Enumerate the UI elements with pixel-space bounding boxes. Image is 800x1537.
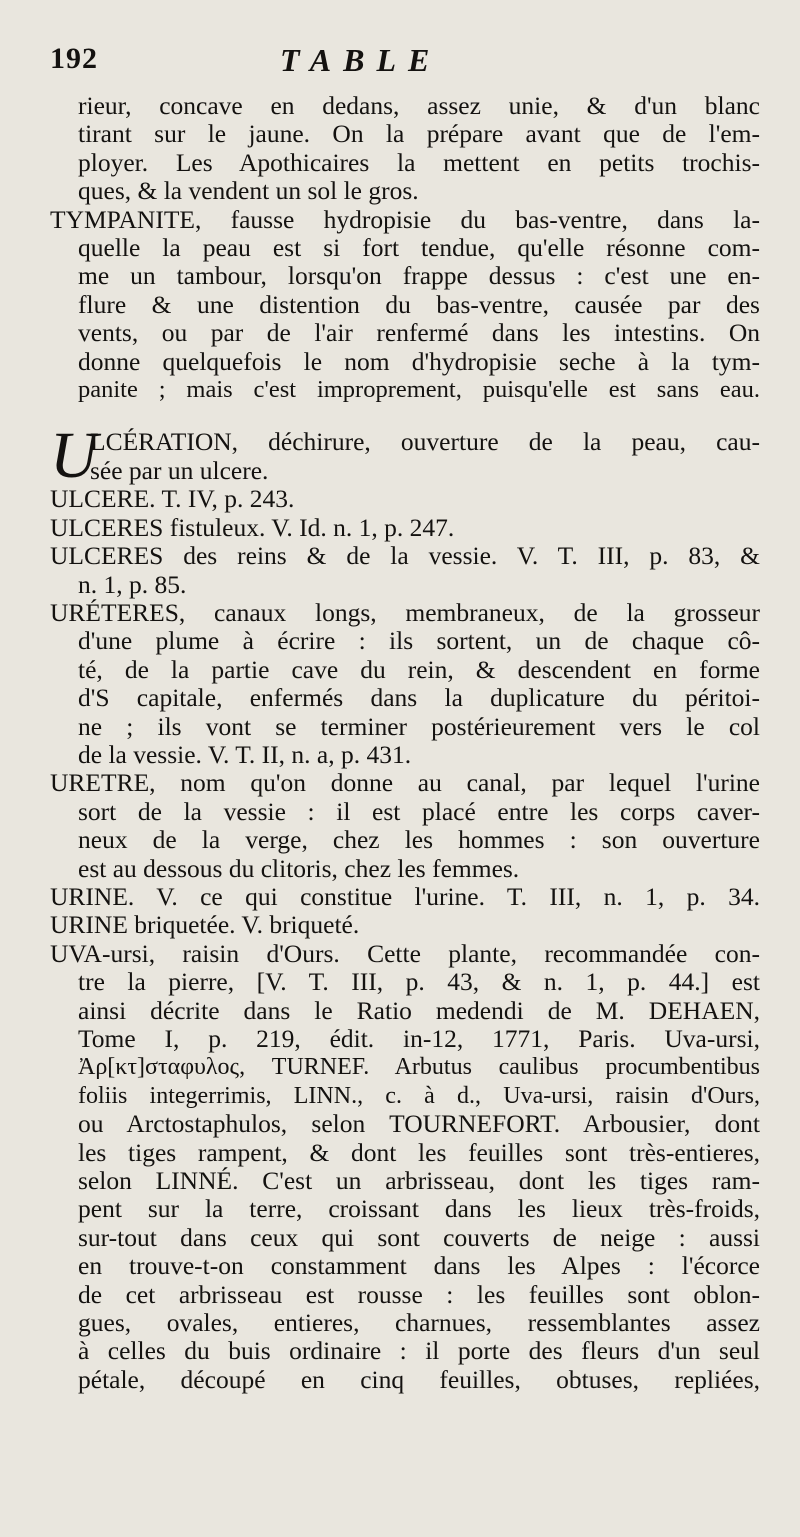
text-line: de cet arbrisseau est rousse : les feuilles sont oblon- — [78, 1279, 760, 1309]
entry-urine-briquetee: URINE briquetée. V. briqueté. — [50, 910, 360, 940]
text-line: quelle la peau est si fort tendue, qu'elle résonne com- — [78, 233, 760, 263]
text-line: donne quelquefois le nom d'hydropisie seche à la tym- — [78, 346, 760, 376]
text-line: à celles du buis ordinaire : il porte des fleurs d'un seul — [78, 1336, 760, 1366]
text-line: Tome I, p. 219, édit. in-12, 1771, Paris. Uva-ursi, — [78, 1024, 760, 1053]
text-line: sée par un ulcere. — [90, 455, 269, 485]
text-line: té, de la partie cave du rein, & descendent en forme — [78, 654, 760, 684]
page-header — [50, 42, 760, 92]
text-line: en trouve-t-on constamment dans les Alpes : l'écorce — [78, 1251, 760, 1281]
text-line: d'une plume à écrire : ils sortent, un de chaque cô- — [78, 626, 760, 656]
text-line: rieur, concave en dedans, assez unie, & d'un blanc — [78, 91, 760, 120]
text-line: pétale, découpé en cinq feuilles, obtuses, repliées, — [78, 1364, 760, 1394]
text-line: pent sur la terre, croissant dans les lieux très-froids, — [78, 1194, 760, 1224]
text-line: tirant sur le jaune. On la prépare avant que de l'em- — [78, 119, 760, 149]
text-line: est au dessous du clitoris, chez les femmes. — [78, 853, 520, 883]
text-line: vents, ou par de l'air renfermé dans les intestins. On — [78, 318, 760, 348]
text-line: foliis integerrimis, LINN., c. à d., Uva-ursi, raisin d'Ours, — [78, 1082, 760, 1109]
text-line: ne ; ils vont se terminer postérieurement vers le col — [78, 711, 760, 741]
text-line: ainsi décrite dans le Ratio medendi de M. DEHAEN, — [78, 995, 760, 1025]
section-u — [50, 419, 760, 493]
entry-ureteres: URÉTERES, canaux longs, membraneux, de la grosseur — [50, 597, 760, 627]
text-line: les tiges rampent, & dont les feuilles sont très-entieres, — [78, 1137, 760, 1167]
text-line: Ἀρ[κτ]σταφυλος, TURNEF. Arbutus caulibus procumbentibus — [78, 1054, 760, 1081]
text-line: gues, ovales, entieres, charnues, ressemblantes assez — [78, 1308, 760, 1338]
entry-uva-ursi: UVA-ursi, raisin d'Ours. Cette plante, recommandée con- — [50, 938, 760, 968]
entry-ulcere: ULCERE. T. IV, p. 243. — [50, 484, 295, 514]
running-head: TABLE — [280, 42, 442, 78]
entry-urine: URINE. V. ce qui constitue l'urine. T. III, n. 1, p. 34. — [50, 881, 760, 911]
text-line: n. 1, p. 85. — [78, 569, 187, 599]
text-line: tre la pierre, [V. T. III, p. 43, & n. 1, p. 44.] est — [78, 967, 760, 997]
text-line: me un tambour, lorsqu'on frappe dessus : c'est une en- — [78, 261, 760, 291]
text-line: selon LINNÉ. C'est un arbrisseau, dont les tiges ram- — [78, 1166, 760, 1196]
page-body — [50, 92, 760, 1394]
entry-tympanite: TYMPANITE, fausse hydropisie du bas-ventre, dans la- — [50, 204, 760, 234]
entry-ulceres-reins: ULCERES des reins & de la vessie. V. T. III, p. 83, & — [50, 541, 760, 571]
text-line: panite ; mais c'est improprement, puisqu'elle est sans eau. — [78, 376, 760, 404]
text-line: de la vessie. V. T. II, n. a, p. 431. — [78, 739, 412, 769]
entry-ulceration: LCÉRATION, déchirure, ouverture de la peau, cau- — [90, 427, 760, 457]
entry-uretre: URETRE, nom qu'on donne au canal, par lequel l'urine — [50, 768, 760, 798]
page-number: 192 — [50, 42, 98, 75]
text-line: sur-tout dans ceux qui sont couverts de neige : aussi — [78, 1222, 760, 1252]
text-line: neux de la verge, chez les hommes : son ouverture — [78, 825, 760, 855]
text-line: ou Arctostaphulos, selon TOURNEFORT. Arbousier, dont — [78, 1109, 760, 1139]
drop-cap: U — [50, 419, 98, 493]
entry-ulceres-fistuleux: ULCERES fistuleux. V. Id. n. 1, p. 247. — [50, 512, 455, 542]
text-line: ployer. Les Apothicaires la mettent en petits trochis- — [78, 147, 760, 177]
text-line: flure & une distention du bas-ventre, causée par des — [78, 289, 760, 319]
text-line: d'S capitale, enfermés dans la duplicature du péritoi- — [78, 683, 760, 713]
text-line: sort de la vessie : il est placé entre les corps caver- — [78, 796, 760, 826]
text-line: ques, & la vendent un sol le gros. — [78, 176, 419, 206]
